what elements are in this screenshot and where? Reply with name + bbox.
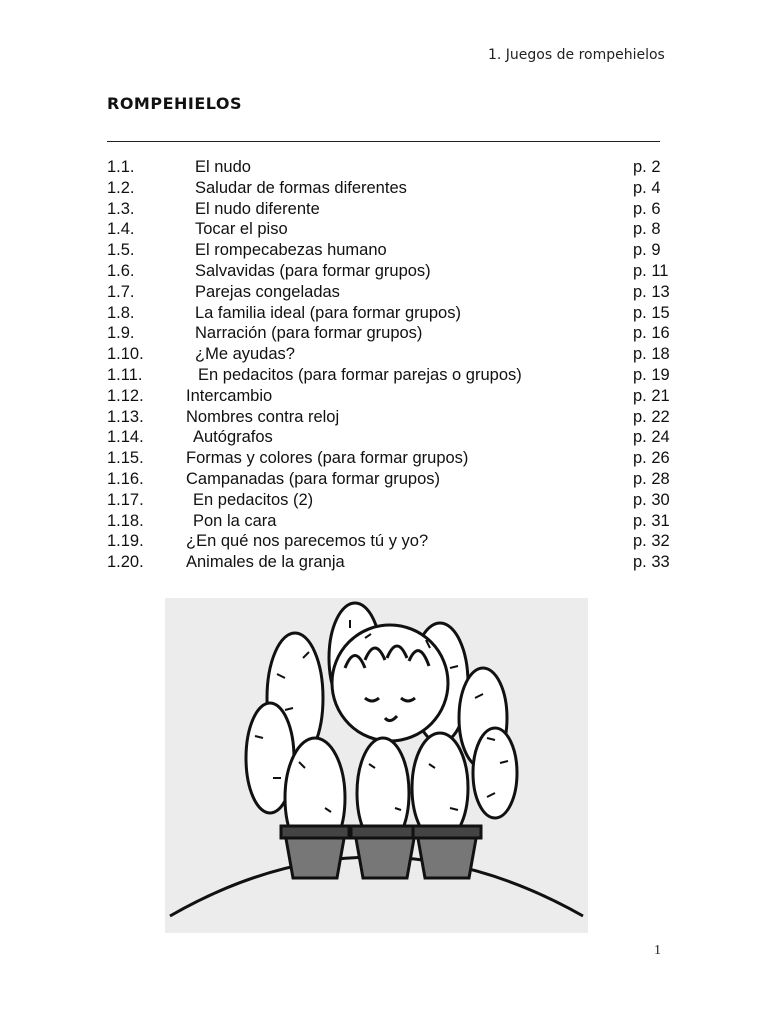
- toc-page: p. 11: [633, 261, 669, 280]
- cactus-child-illustration: [165, 598, 588, 933]
- toc-row: [107, 261, 673, 282]
- toc-title: Saludar de formas diferentes: [195, 178, 407, 197]
- toc-row: [107, 282, 673, 303]
- toc-page: p. 2: [633, 158, 661, 176]
- toc-number: 1.13.: [107, 407, 144, 426]
- toc-row: [107, 448, 673, 469]
- toc-number: 1.19.: [107, 532, 144, 551]
- toc-number: 1.11.: [107, 365, 143, 384]
- toc-title: La familia ideal (para formar grupos): [195, 303, 461, 322]
- toc-number: 1.2.: [107, 178, 135, 197]
- toc-row: [107, 199, 673, 220]
- toc-page: p. 6: [633, 199, 661, 218]
- toc-page: p. 18: [633, 345, 670, 364]
- toc-title: Autógrafos: [193, 428, 273, 447]
- toc-title: Parejas congeladas: [195, 282, 340, 301]
- toc-page: p. 32: [633, 532, 670, 551]
- toc-number: 1.5.: [107, 241, 135, 260]
- toc-page: p. 30: [633, 490, 670, 509]
- toc-title: ¿Me ayudas?: [195, 345, 295, 364]
- toc-number: 1.17.: [107, 490, 144, 509]
- toc-row: [107, 407, 673, 428]
- toc-row: [107, 157, 673, 178]
- toc-row: [107, 219, 673, 240]
- toc-number: 1.6.: [107, 261, 135, 280]
- toc-number: 1.4.: [107, 220, 135, 239]
- toc-row: [107, 303, 673, 324]
- toc-title: Intercambio: [186, 386, 273, 405]
- toc-page: p. 4: [633, 178, 661, 197]
- toc-page: p. 28: [633, 469, 670, 488]
- toc-title: El rompecabezas humano: [195, 241, 387, 260]
- toc-title: Tocar el piso: [195, 220, 288, 239]
- toc-page: p. 8: [633, 220, 661, 239]
- toc-title: ¿En qué nos parecemos tú y yo?: [186, 532, 429, 551]
- toc-number: 1.1.: [107, 158, 135, 176]
- toc-title: El nudo diferente: [195, 199, 320, 218]
- toc-page: p. 21: [633, 386, 670, 405]
- toc-page: p. 31: [633, 511, 670, 530]
- toc-number: 1.10.: [107, 345, 144, 364]
- toc-row: [107, 427, 673, 448]
- toc-page: p. 33: [633, 553, 670, 572]
- page-number: 1: [654, 943, 661, 958]
- toc-number: 1.18.: [107, 511, 144, 530]
- running-header: 1. Juegos de rompehielos: [488, 47, 665, 63]
- toc-title: Salvavidas (para formar grupos): [195, 261, 431, 280]
- toc-number: 1.9.: [107, 324, 135, 343]
- toc-title: Pon la cara: [193, 511, 277, 530]
- toc-title: Campanadas (para formar grupos): [186, 469, 441, 488]
- toc-row: [107, 511, 673, 532]
- toc-row: [107, 178, 673, 199]
- toc-row: [107, 469, 673, 490]
- toc-title: En pedacitos (para formar parejas o grupos): [198, 365, 522, 384]
- toc-title: El nudo: [195, 158, 251, 176]
- toc-page: p. 9: [633, 241, 661, 260]
- toc-row: [107, 552, 673, 573]
- toc-row: [107, 531, 673, 552]
- toc-number: 1.12.: [107, 386, 144, 405]
- cactus-drawing: [165, 598, 588, 933]
- toc-number: 1.7.: [107, 282, 135, 301]
- toc-page: p. 19: [633, 365, 670, 384]
- table-of-contents: [107, 157, 673, 573]
- toc-row: [107, 365, 673, 386]
- toc-page: p. 16: [633, 324, 670, 343]
- page-title: ROMPEHIELOS: [107, 94, 243, 113]
- toc-row: [107, 490, 673, 511]
- toc-number: 1.3.: [107, 199, 135, 218]
- toc-row: [107, 240, 673, 261]
- toc-row: [107, 344, 673, 365]
- toc-page: p. 13: [633, 282, 670, 301]
- toc-number: 1.8.: [107, 303, 135, 322]
- title-underline: [107, 141, 660, 142]
- toc-page: p. 22: [633, 407, 670, 426]
- toc-page: p. 15: [633, 303, 670, 322]
- toc-title: Nombres contra reloj: [186, 407, 340, 426]
- toc-page: p. 26: [633, 449, 670, 468]
- toc-number: 1.20.: [107, 553, 144, 572]
- toc-page: p. 24: [633, 428, 670, 447]
- toc-title: En pedacitos (2): [193, 490, 314, 509]
- toc-row: [107, 323, 673, 344]
- toc-title: Narración (para formar grupos): [195, 324, 423, 343]
- toc-title: Formas y colores (para formar grupos): [186, 449, 469, 468]
- toc-number: 1.14.: [107, 428, 144, 447]
- toc-number: 1.16.: [107, 469, 144, 488]
- toc-title: Animales de la granja: [186, 553, 345, 572]
- toc-row: [107, 386, 673, 407]
- toc-number: 1.15.: [107, 449, 144, 468]
